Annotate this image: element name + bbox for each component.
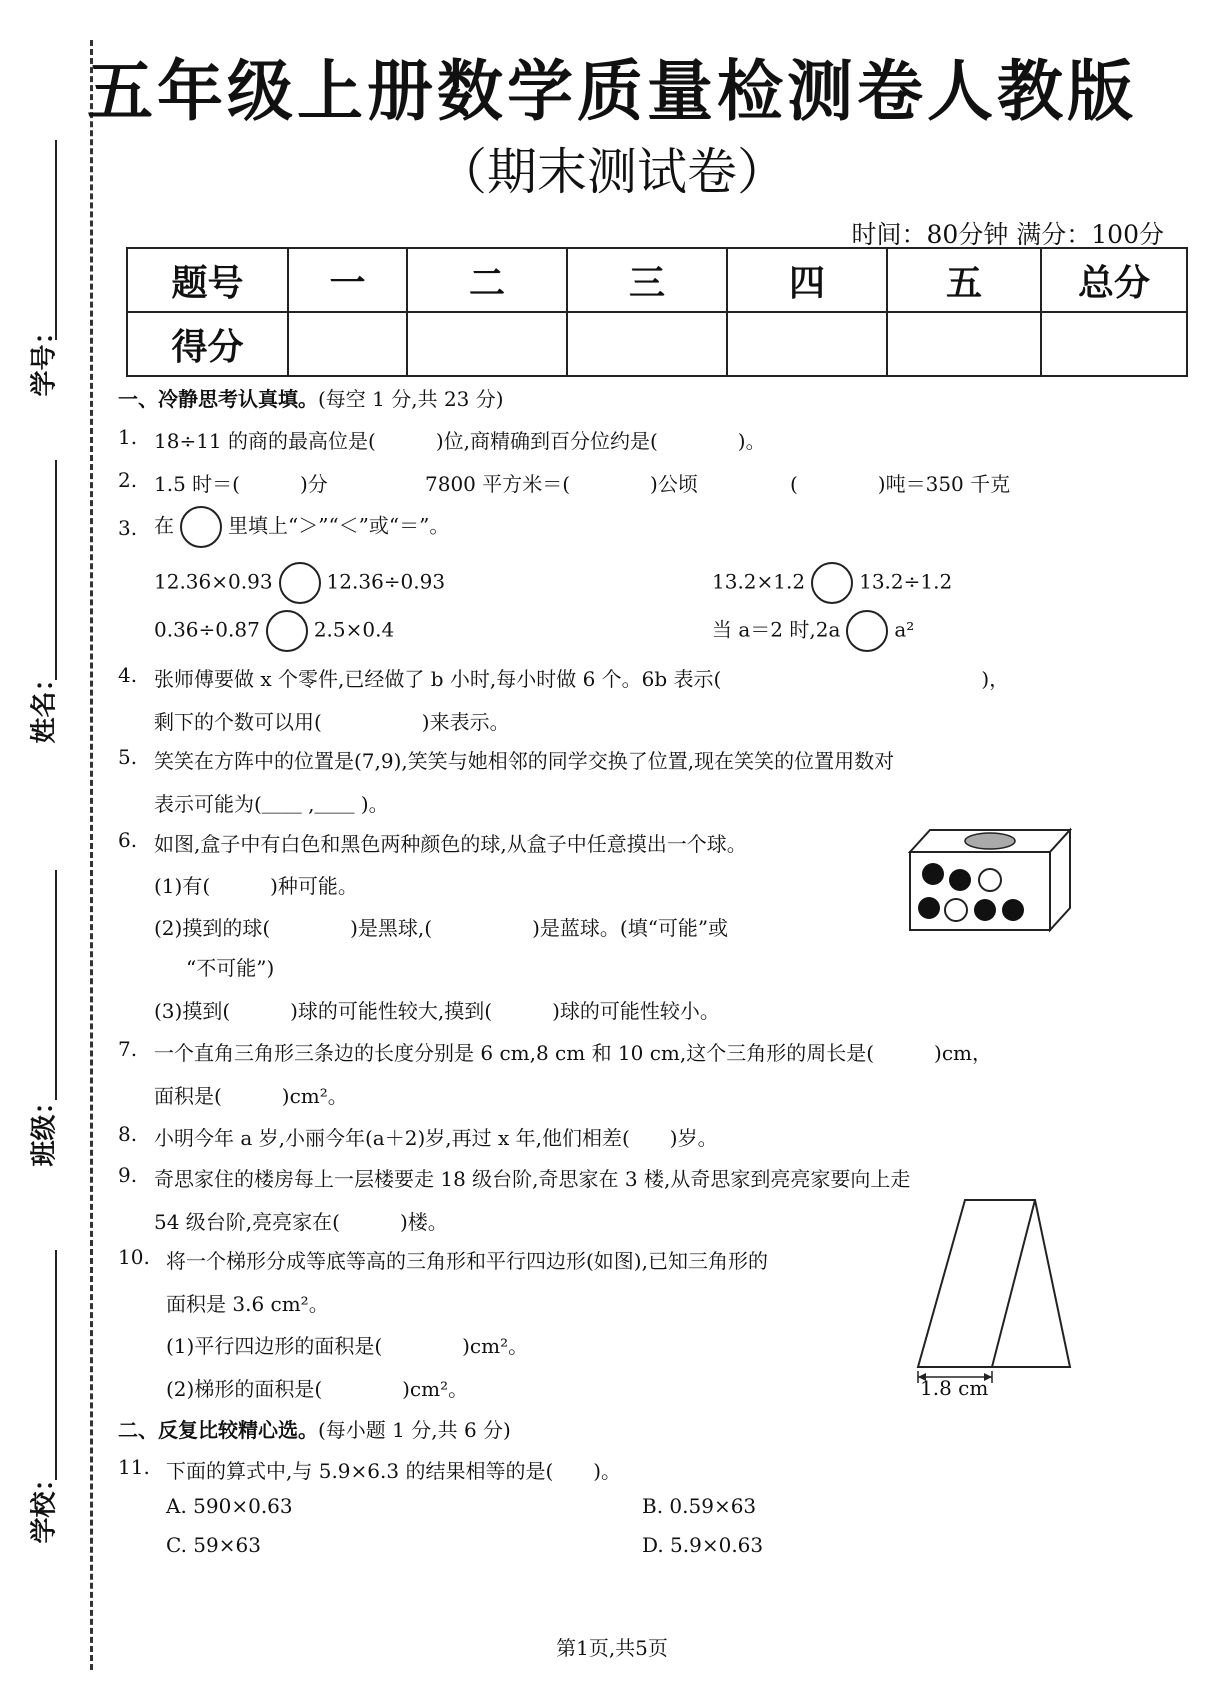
name-label: 姓名：	[29, 665, 60, 744]
black-ball	[974, 899, 996, 921]
q3-pre: 在	[154, 513, 174, 538]
compare-1	[154, 562, 445, 604]
option-c[interactable]: C. 59×63	[166, 1533, 261, 1557]
question-number: 10.	[118, 1245, 150, 1269]
question-9-line-2: 54 级台阶,亮亮家在( )楼。	[154, 1210, 448, 1234]
compare-right: 12.36÷0.93	[326, 569, 446, 594]
school-label: 学校：	[29, 1465, 60, 1544]
id-label: 学号：	[29, 318, 60, 397]
dimension-label: 1.8 cm	[920, 1376, 989, 1400]
compare-left: 12.36×0.93	[154, 569, 273, 594]
cut-line	[90, 40, 93, 1670]
question-4-line-1: 张师傅要做 x 个零件,已经做了 b 小时,每小时做 6 个。6b 表示( )，	[154, 667, 1010, 691]
question-10-line-2: 面积是 3.6 cm²。	[166, 1292, 329, 1316]
name-blank-line	[55, 460, 57, 680]
compare-3	[154, 610, 394, 652]
question-5-line-2: 表示可能为(＿＿ ,＿＿ )。	[154, 792, 389, 816]
question-2a: 1.5 时＝( )分	[154, 472, 328, 496]
black-ball	[922, 863, 944, 885]
score-header: 二	[407, 248, 567, 312]
question-10-part-2: (2)梯形的面积是( )cm²。	[166, 1377, 469, 1401]
compare-right: 13.2÷1.2	[859, 569, 953, 594]
question-9-line-1: 奇思家住的楼房每上一层楼要走 18 级台阶,奇思家在 3 楼,从奇思家到亮亮家要向上走	[154, 1167, 911, 1191]
question-1: 18÷11 的商的最高位是( )位,商精确到百分位约是( )。	[154, 429, 766, 453]
class-label: 班级：	[29, 1088, 60, 1167]
page-footer: 第1页,共5页	[556, 1636, 668, 1660]
score-cell[interactable]	[567, 312, 727, 376]
question-3-stem	[154, 506, 449, 548]
question-11-stem: 下面的算式中,与 5.9×6.3 的结果相等的是( )。	[166, 1459, 622, 1483]
score-header: 一	[288, 248, 407, 312]
q3-post: 里填上“＞”“＜”或“＝”。	[228, 513, 450, 538]
compare-circle[interactable]	[266, 610, 308, 652]
compare-4	[712, 610, 914, 652]
compare-right: 2.5×0.4	[313, 617, 395, 642]
question-number: 7.	[118, 1037, 138, 1061]
question-number: 8.	[118, 1122, 138, 1146]
score-cell[interactable]	[407, 312, 567, 376]
option-b[interactable]: B. 0.59×63	[642, 1494, 757, 1518]
question-number: 11.	[118, 1455, 150, 1479]
question-8: 小明今年 a 岁,小丽今年(a＋2)岁,再过 x 年,他们相差( )岁。	[154, 1126, 718, 1150]
question-6-part-1: (1)有( )种可能。	[154, 874, 358, 898]
trapezoid-figure	[910, 1195, 1080, 1395]
question-6-part-2b: “不可能”)	[186, 956, 275, 980]
compare-2	[712, 562, 952, 604]
question-6-part-3: (3)摸到( )球的可能性较大,摸到( )球的可能性较小。	[154, 999, 720, 1023]
circle-blank-icon	[180, 506, 222, 548]
compare-circle[interactable]	[846, 610, 888, 652]
option-d[interactable]: D. 5.9×0.63	[642, 1533, 764, 1557]
question-number: 9.	[118, 1163, 138, 1187]
score-header: 总分	[1041, 248, 1187, 312]
score-cell[interactable]	[727, 312, 887, 376]
question-5-line-1: 笑笑在方阵中的位置是(7,9),笑笑与她相邻的同学交换了位置,现在笑笑的位置用数对	[154, 749, 895, 773]
section-1-note: (每空 1 分,共 23 分)	[318, 387, 504, 411]
question-6-stem: 如图,盒子中有白色和黑色两种颜色的球,从盒子中任意摸出一个球。	[154, 832, 747, 856]
score-table	[126, 247, 1188, 377]
score-row-label: 得分	[127, 312, 288, 376]
section-2-note: (每小题 1 分,共 6 分)	[318, 1418, 511, 1442]
white-ball	[979, 869, 1001, 891]
compare-left: 当 a＝2 时,2a	[712, 617, 841, 642]
question-6-part-2: (2)摸到的球( )是黑球,( )是蓝球。(填“可能”或	[154, 916, 729, 940]
score-cell[interactable]	[288, 312, 407, 376]
class-blank-line	[55, 870, 57, 1100]
compare-right: a²	[894, 617, 915, 642]
score-cell[interactable]	[1041, 312, 1187, 376]
question-number: 4.	[118, 663, 138, 687]
black-ball	[918, 897, 940, 919]
section-2-title: 二、反复比较精心选。	[118, 1418, 318, 1442]
compare-left: 13.2×1.2	[712, 569, 806, 594]
section-1-title: 一、冷静思考认真填。	[118, 387, 318, 411]
score-header: 四	[727, 248, 887, 312]
black-ball	[949, 869, 971, 891]
option-a[interactable]: A. 590×0.63	[166, 1494, 293, 1518]
question-2c: ( )吨＝350 千克	[790, 472, 1011, 496]
school-blank-line	[55, 1250, 57, 1480]
question-2b: 7800 平方米＝( )公顷	[425, 472, 698, 496]
question-7-line-1: 一个直角三角形三条边的长度分别是 6 cm,8 cm 和 10 cm,这个三角形的周长是( )cm，	[154, 1041, 993, 1065]
white-ball	[945, 899, 967, 921]
question-number: 3.	[118, 516, 138, 540]
question-number: 6.	[118, 828, 138, 852]
score-header: 五	[887, 248, 1041, 312]
score-header: 三	[567, 248, 727, 312]
ball-box-figure	[905, 822, 1075, 934]
question-4-line-2: 剩下的个数可以用( )来表示。	[154, 710, 510, 734]
compare-circle[interactable]	[279, 562, 321, 604]
question-10-line-1: 将一个梯形分成等底等高的三角形和平行四边形(如图),已知三角形的	[166, 1249, 768, 1273]
question-number: 1.	[118, 425, 138, 449]
black-ball	[1002, 899, 1024, 921]
section-2-heading	[118, 1414, 511, 1443]
question-10-part-1: (1)平行四边形的面积是( )cm²。	[166, 1334, 529, 1358]
compare-left: 0.36÷0.87	[154, 617, 260, 642]
time-info: 时间：80分钟 满分：100分	[851, 220, 1164, 249]
page-title: 五年级上册数学质量检测卷人教版	[87, 52, 1137, 130]
score-cell[interactable]	[887, 312, 1041, 376]
question-number: 5.	[118, 745, 138, 769]
score-header: 题号	[127, 248, 288, 312]
section-1-heading	[118, 383, 504, 412]
question-7-line-2: 面积是( )cm²。	[154, 1084, 348, 1108]
compare-circle[interactable]	[811, 562, 853, 604]
page-subtitle: （期末测试卷）	[437, 143, 787, 201]
question-number: 2.	[118, 468, 138, 492]
